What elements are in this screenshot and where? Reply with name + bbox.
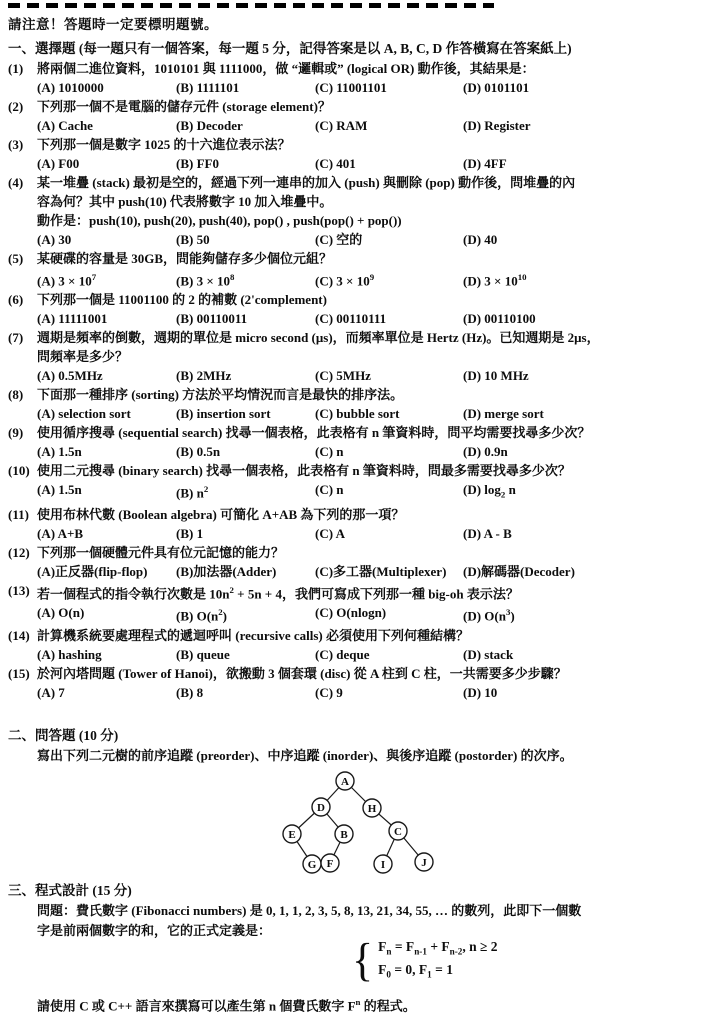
question-text-line xyxy=(8,328,705,347)
option-A: (A) F00 xyxy=(37,156,80,171)
options-row xyxy=(37,603,705,625)
option-D: (D) $O(n^3)$ xyxy=(463,607,515,624)
question-text: 某一堆疊 (stack) 最初是空的，經過下列一連串的加入 (push) 與刪除 (pop) 動作後，問堆疊的內 xyxy=(37,175,576,190)
option-B: (B) FF0 xyxy=(176,156,219,171)
question-text-line xyxy=(8,192,705,211)
question-number xyxy=(8,347,37,366)
question-7 xyxy=(8,328,705,385)
option-B: (B) queue xyxy=(176,646,230,662)
question-text-line xyxy=(8,347,705,366)
question-number: (14) xyxy=(8,627,30,643)
option-B: (B) $O(n^2)$ xyxy=(176,607,228,624)
svg-text:B: B xyxy=(340,828,348,841)
option-B: (B) 0.5n xyxy=(176,444,221,460)
option-D: (D) $\log_2 n$ xyxy=(463,482,516,500)
option-B: (B) 50 xyxy=(176,232,210,247)
option-D: (D) 10 xyxy=(463,684,498,700)
option-C: (C) 00110111 xyxy=(315,311,387,327)
question-text: 動作是：push(10), push(20), push(40), pop() , push(pop() + pop()) xyxy=(37,213,402,228)
section-short-answer xyxy=(8,726,705,877)
option-A: (A) hashing xyxy=(37,646,102,662)
question-number: (5) xyxy=(8,251,24,266)
question-2 xyxy=(8,97,705,135)
question-4 xyxy=(8,173,705,249)
question-text: 問頻率是多少？ xyxy=(37,349,129,365)
question-text-line xyxy=(8,59,705,78)
question-text: 下列那一個是 11001100 的 2 的補數 (2'complement) xyxy=(37,292,327,308)
option-D: (D) $3 \times 10^{10}$ xyxy=(463,272,527,289)
options-row xyxy=(37,404,705,423)
question-text-line xyxy=(8,461,705,480)
option-C: (C) 5MHz xyxy=(315,368,371,384)
question-text: 使用二元搜尋 (binary search) 找尋一個表格，此表格有 n 筆資料時，問最多需要找尋多少次？ xyxy=(37,463,571,479)
option-A: (A) O(n) xyxy=(37,605,85,621)
option-B: (B) 1111101 xyxy=(176,80,240,95)
problem-text-line: 字是前兩個數字的和，它的正式定義是： xyxy=(37,922,272,938)
question-text: 下列那一個硬體元件具有位元記憶的能力？ xyxy=(37,544,285,560)
svg-text:E: E xyxy=(288,828,296,841)
question-6 xyxy=(8,290,705,328)
question-text: 若一個程式的指令執行次數是 $10n^2 + 5n + 4$，我們可寫成下列那一種 big-oh 表示法？ xyxy=(37,584,519,602)
tree-node-F xyxy=(321,854,339,872)
question-text: 將兩個二進位資料，1010101 與 1111000，做 “邏輯或” (logical OR) 動作後，其結果是： xyxy=(37,61,535,76)
option-B: (B) $3 \times 10^8$ xyxy=(176,272,235,289)
binary-tree-diagram xyxy=(8,765,705,877)
option-C: (C) RAM xyxy=(315,118,368,133)
question-number: (8) xyxy=(8,387,24,403)
option-A: (A) 1010000 xyxy=(37,80,104,95)
svg-text:D: D xyxy=(317,801,325,814)
option-A: (A)正反器(flip-flop) xyxy=(37,563,148,579)
question-number: (15) xyxy=(8,665,30,681)
question-text: 計算機系統要處理程式的遞迴呼叫 (recursive calls) 必須使用下列何種結構？ xyxy=(37,627,469,643)
option-D: (D)解碼器(Decoder) xyxy=(463,563,575,579)
question-text-line xyxy=(8,423,705,442)
option-C: (C) deque xyxy=(315,646,370,662)
section-multiple-choice xyxy=(8,39,705,702)
option-B: (B) 8 xyxy=(176,684,204,700)
question-number xyxy=(8,211,37,230)
tree-node-G xyxy=(303,855,321,873)
curly-brace: { xyxy=(352,934,374,986)
question-number xyxy=(8,192,37,211)
option-B: (B) 00110011 xyxy=(176,311,248,327)
question-11 xyxy=(8,505,705,543)
option-C: (C) O(nlogn) xyxy=(315,605,387,621)
question-number: (12) xyxy=(8,544,30,560)
section-title: 一、選擇題 (每一題只有一個答案，每一題 5 分，記得答案是以 A, B, C, D 作答橫寫在答案紙上) xyxy=(8,41,572,56)
option-A: (A) Cache xyxy=(37,118,93,133)
svg-text:J: J xyxy=(421,856,427,869)
option-C: (C) 9 xyxy=(315,684,343,700)
option-D: (D) merge sort xyxy=(463,406,544,422)
section-programming xyxy=(8,881,705,1016)
question-text-line xyxy=(8,581,705,603)
option-B: (B) $n^2$ xyxy=(176,484,209,501)
option-D: (D) 0101101 xyxy=(463,80,530,95)
option-D: (D) Register xyxy=(463,118,531,133)
problem-text-line: 問題：費氏數字 (Fibonacci numbers) 是 0, 1, 1, 2, 3, 5, 8, 13, 21, 34, 55, … 的數列，此即下一個數 xyxy=(37,902,582,918)
question-list xyxy=(8,59,705,702)
option-A: (A) $3 \times 10^7$ xyxy=(37,272,97,289)
question-text-line xyxy=(8,97,705,116)
question-number: (6) xyxy=(8,292,24,308)
option-B: (B) insertion sort xyxy=(176,406,271,422)
options-row xyxy=(37,524,705,543)
question-text-line xyxy=(8,505,705,524)
option-D: (D) 40 xyxy=(463,232,498,247)
formula-line: $F_0 = 0$, $F_1 = 1$ xyxy=(378,961,453,980)
section-title: 二、問答題 (10 分) xyxy=(8,727,119,743)
tree-node-J xyxy=(415,853,433,871)
question-number: (3) xyxy=(8,137,24,152)
tree-node-B xyxy=(335,825,353,843)
option-A: (A) 1.5n xyxy=(37,444,82,460)
question-text: 下面那一種排序 (sorting) 方法於平均情況而言是最快的排序法。 xyxy=(37,387,404,403)
option-C: (C) bubble sort xyxy=(315,406,400,422)
question-8 xyxy=(8,385,705,423)
options-row xyxy=(37,154,705,173)
tree-traversal-prompt: 寫出下列二元樹的前序追蹤 (preorder)、中序追蹤 (inorder)、與後序追蹤 (postorder) 的次序。 xyxy=(37,747,573,763)
option-A: (A) 11111001 xyxy=(37,311,108,327)
question-text-line xyxy=(8,543,705,562)
options-row xyxy=(37,645,705,664)
fibonacci-definition xyxy=(352,934,705,986)
question-text-line xyxy=(8,211,705,230)
question-number: (10) xyxy=(8,463,30,479)
tree-node-H xyxy=(363,799,381,817)
formula-lines xyxy=(378,938,497,983)
option-A: (A) selection sort xyxy=(37,406,131,422)
question-10 xyxy=(8,461,705,505)
tree-node-A xyxy=(336,772,354,790)
option-C: (C) 401 xyxy=(315,156,356,171)
options-row xyxy=(37,442,705,461)
question-text-line xyxy=(8,385,705,404)
question-13 xyxy=(8,581,705,626)
option-B: (B)加法器(Adder) xyxy=(176,563,277,579)
options-row xyxy=(37,268,705,290)
options-row xyxy=(37,562,705,581)
option-B: (B) 2MHz xyxy=(176,368,232,384)
option-C: (C) $3 \times 10^9$ xyxy=(315,272,375,289)
tree-node-E xyxy=(283,825,301,843)
options-row xyxy=(37,309,705,328)
question-text: 容為何？其中 push(10) 代表將數字 10 加入堆疊中。 xyxy=(37,194,333,209)
options-row xyxy=(37,683,705,702)
option-D: (D) A - B xyxy=(463,525,512,541)
option-D: (D) 00110100 xyxy=(463,311,536,327)
question-text-line xyxy=(8,626,705,645)
question-number: (1) xyxy=(8,61,24,76)
option-C: (C) 11001101 xyxy=(315,80,387,95)
question-9 xyxy=(8,423,705,461)
question-text: 某硬碟的容量是 30GB，問能夠儲存多少個位元組？ xyxy=(37,251,333,266)
question-number: (13) xyxy=(8,582,30,598)
question-text-line xyxy=(8,664,705,683)
question-text: 使用布林代數 (Boolean algebra) 可簡化 A+AB 為下列的那一項？ xyxy=(37,506,405,522)
question-number: (11) xyxy=(8,506,29,522)
svg-text:F: F xyxy=(326,857,334,870)
question-text-line xyxy=(8,135,705,154)
question-text: 下列那一個是數字 1025 的十六進位表示法？ xyxy=(37,137,291,152)
tree-node-C xyxy=(389,822,407,840)
option-A: (A) 30 xyxy=(37,232,72,247)
option-D: (D) 10 MHz xyxy=(463,368,529,384)
options-row xyxy=(37,230,705,249)
question-text-line xyxy=(8,249,705,268)
question-text: 下列那一個不是電腦的儲存元件 (storage element)？ xyxy=(37,99,331,114)
option-A: (A) 7 xyxy=(37,684,65,700)
option-D: (D) 0.9n xyxy=(463,444,508,460)
svg-text:H: H xyxy=(367,802,377,815)
question-3 xyxy=(8,135,705,173)
question-number: (2) xyxy=(8,99,24,114)
option-C: (C) A xyxy=(315,525,345,541)
option-B: (B) 1 xyxy=(176,525,204,541)
formula-line: $F_n = F_{n-1} + F_{n-2}$, n ≥ 2 xyxy=(378,938,498,957)
option-A: (A) 0.5MHz xyxy=(37,368,103,384)
binary-tree-svg xyxy=(8,765,705,877)
option-C: (C) 空的 xyxy=(315,232,363,247)
question-text-line xyxy=(8,173,705,192)
option-D: (D) 4FF xyxy=(463,156,507,171)
tree-node-D xyxy=(312,798,330,816)
options-row xyxy=(37,480,705,505)
option-C: (C)多工器(Multiplexer) xyxy=(315,563,447,579)
question-12 xyxy=(8,543,705,581)
svg-text:I: I xyxy=(380,858,386,871)
svg-text:A: A xyxy=(341,775,349,788)
options-row xyxy=(37,116,705,135)
torn-edge-line xyxy=(8,3,494,8)
question-number: (9) xyxy=(8,425,24,441)
option-A: (A) A+B xyxy=(37,525,84,541)
question-text-line xyxy=(8,290,705,309)
option-B: (B) Decoder xyxy=(176,118,243,133)
options-row xyxy=(37,78,705,97)
tree-node-I xyxy=(374,855,392,873)
question-number: (7) xyxy=(8,330,24,346)
question-14 xyxy=(8,626,705,664)
option-A: (A) 1.5n xyxy=(37,482,82,498)
question-5 xyxy=(8,249,705,290)
question-1 xyxy=(8,59,705,97)
question-number: (4) xyxy=(8,175,24,190)
section-title: 三、程式設計 (15 分) xyxy=(8,882,132,898)
option-C: (C) n xyxy=(315,482,344,498)
question-15 xyxy=(8,664,705,702)
question-text: 使用循序搜尋 (sequential search) 找尋一個表格，此表格有 n 筆資料時，問平均需要找尋多少次？ xyxy=(37,425,591,441)
options-row xyxy=(37,366,705,385)
closing-text: 請使用 C 或 C++ 語言來撰寫可以產生第 n 個費氏數字 $F^n$ 的程式。 xyxy=(37,996,416,1013)
option-C: (C) n xyxy=(315,444,344,460)
question-text: 週期是頻率的倒數，週期的單位是 micro second (μs)，而頻率單位是 Hertz (Hz)。已知週期是 2μs， xyxy=(37,330,600,346)
question-text: 於河內塔問題 (Tower of Hanoi)，欲搬動 3 個套環 (disc) 從 A 柱到 C 柱，一共需要多少步驟？ xyxy=(37,665,567,681)
svg-text:C: C xyxy=(394,825,402,838)
svg-text:G: G xyxy=(307,858,317,871)
option-D: (D) stack xyxy=(463,646,514,662)
notice-text: 請注意！答題時一定要標明題號。 xyxy=(8,17,218,32)
